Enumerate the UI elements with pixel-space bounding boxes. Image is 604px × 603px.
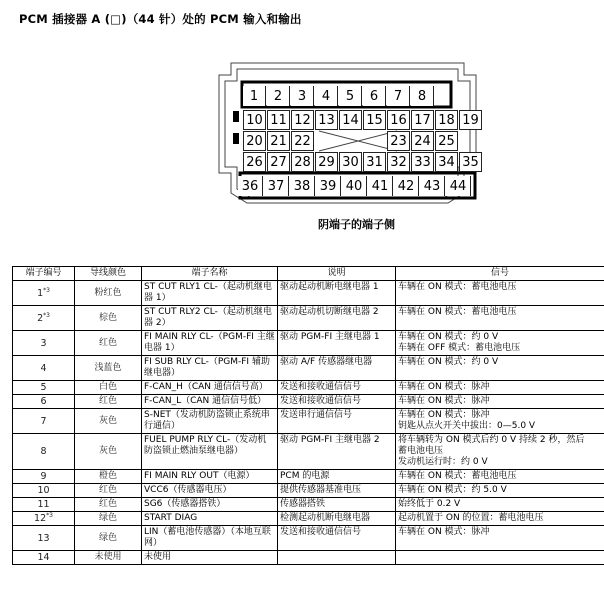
pin-12: 12 — [291, 110, 314, 130]
cell-terminal-no — [13, 526, 75, 551]
cell-wire-color: 粉红色 — [75, 281, 142, 306]
cell-wire-color: 灰色 — [75, 434, 142, 470]
pin-25: 25 — [435, 131, 458, 151]
cell-description: 发送和接收通信信号 — [278, 526, 396, 551]
pin-30: 30 — [339, 152, 362, 172]
signal-line: 车辆在 ON 模式：蓄电池电压 — [398, 471, 517, 481]
cell-description: PCM 的电源 — [278, 470, 396, 484]
header-terminal-no: 端子编号 — [13, 267, 75, 281]
terminal-no: 4 — [40, 362, 47, 374]
signal-line: 发动机运行时：约 0 V — [398, 457, 488, 467]
cell-signal — [396, 381, 604, 395]
terminal-no: 9 — [40, 471, 47, 482]
cell-terminal-name: S-NET（发动机防盗锁止系统串行通信） — [142, 409, 278, 434]
pin-5: 5 — [339, 86, 362, 106]
cell-signal — [396, 526, 604, 551]
cell-description: 驱动起动机断电继电器 1 — [278, 281, 396, 306]
cell-terminal-no — [13, 470, 75, 484]
terminal-no: 14 — [37, 552, 50, 563]
io-table — [12, 266, 604, 565]
pin-29: 29 — [315, 152, 338, 172]
cell-signal — [396, 395, 604, 409]
signal-line: 车辆在 ON 模式：脉冲 — [398, 527, 490, 537]
cell-description: 提供传感器基准电压 — [278, 484, 396, 498]
pin-15: 15 — [363, 110, 386, 130]
terminal-no: 6 — [40, 396, 47, 407]
pin-36: 36 — [238, 176, 263, 196]
table-row — [13, 526, 604, 551]
cell-signal — [396, 356, 604, 381]
cell-wire-color: 白色 — [75, 381, 142, 395]
table-row — [13, 434, 604, 470]
cell-description — [278, 551, 396, 565]
table-row — [13, 409, 604, 434]
pin-26: 26 — [243, 152, 266, 172]
pin-28: 28 — [291, 152, 314, 172]
pin-20: 20 — [243, 131, 266, 151]
table-row — [13, 306, 604, 331]
pin-3: 3 — [291, 86, 314, 106]
pin-34: 34 — [435, 152, 458, 172]
pin-44: 44 — [446, 176, 471, 196]
cell-description: 传感器搭铁 — [278, 498, 396, 512]
terminal-no: 12 — [34, 513, 47, 524]
pin-18: 18 — [435, 110, 458, 130]
pin-1: 1 — [243, 86, 266, 106]
terminal-no: 8 — [40, 446, 47, 457]
pin-10: 10 — [243, 110, 266, 130]
table-body — [13, 281, 604, 565]
cell-terminal-name: VCC6（传感器电压） — [142, 484, 278, 498]
table-row — [13, 395, 604, 409]
cell-terminal-name: LIN（蓄电池传感器）（本地互联网） — [142, 526, 278, 551]
cell-terminal-name: SG6（传感器搭铁） — [142, 498, 278, 512]
signal-line: 车辆在 ON 模式：约 0 V — [398, 357, 499, 367]
cell-terminal-name: FI MAIN RLY CL-（PGM-FI 主继电器 1） — [142, 331, 278, 356]
cell-terminal-no — [13, 356, 75, 381]
header-wire-color: 导线颜色 — [75, 267, 142, 281]
pin-41: 41 — [368, 176, 393, 196]
cell-wire-color: 灰色 — [75, 409, 142, 434]
pin-4: 4 — [315, 86, 338, 106]
pin-14: 14 — [339, 110, 362, 130]
pin-6: 6 — [363, 86, 386, 106]
cell-wire-color: 红色 — [75, 484, 142, 498]
table-row — [13, 484, 604, 498]
pin-32: 32 — [387, 152, 410, 172]
signal-line: 车辆在 ON 模式：脉冲 — [398, 410, 490, 420]
pin-8: 8 — [411, 86, 434, 106]
cell-wire-color: 红色 — [75, 331, 142, 356]
pin-7: 7 — [387, 86, 410, 106]
cell-terminal-no — [13, 409, 75, 434]
cell-wire-color: 绿色 — [75, 512, 142, 526]
header-description: 说明 — [278, 267, 396, 281]
signal-line: 车辆在 ON 模式：脉冲 — [398, 396, 490, 406]
page-title: PCM 插接器 A (□)（44 针）处的 PCM 输入和输出 — [19, 12, 302, 26]
pin-21: 21 — [267, 131, 290, 151]
table-row — [13, 356, 604, 381]
terminal-no: 2 — [37, 312, 44, 324]
connector-caption: 阴端子的端子侧 — [318, 218, 395, 231]
table-header-row — [13, 267, 604, 281]
terminal-note: *3 — [43, 286, 50, 294]
cell-signal — [396, 470, 604, 484]
table-row — [13, 512, 604, 526]
terminal-no: 11 — [37, 499, 50, 510]
cell-signal — [396, 306, 604, 331]
cell-terminal-no — [13, 381, 75, 395]
table-row — [13, 331, 604, 356]
terminal-no: 10 — [37, 485, 50, 496]
cell-description: 发送和接收通信信号 — [278, 395, 396, 409]
cell-description: 驱动 A/F 传感器继电器 — [278, 356, 396, 381]
terminal-no: 3 — [40, 337, 47, 349]
pin-38: 38 — [290, 176, 315, 196]
pin-33: 33 — [411, 152, 434, 172]
signal-line: 钥匙从点火开关中拔出：0—5.0 V — [398, 421, 536, 431]
signal-line: 车辆在 ON 模式：蓄电池电压 — [398, 282, 517, 292]
cell-signal — [396, 281, 604, 306]
cell-terminal-name: FI SUB RLY CL-（PGM-FI 辅助继电器） — [142, 356, 278, 381]
pin-39: 39 — [316, 176, 341, 196]
terminal-no: 7 — [40, 415, 47, 427]
cell-wire-color: 浅蓝色 — [75, 356, 142, 381]
cell-wire-color: 红色 — [75, 498, 142, 512]
cell-description: 发送串行通信信号 — [278, 409, 396, 434]
cell-terminal-no — [13, 484, 75, 498]
table-row — [13, 551, 604, 565]
cell-description: 驱动 PGM-FI 主继电器 2 — [278, 434, 396, 470]
signal-line: 车辆在 OFF 模式：蓄电池电压 — [398, 343, 521, 353]
pin-37: 37 — [264, 176, 289, 196]
cell-terminal-name: FI MAIN RLY OUT（电源） — [142, 470, 278, 484]
terminal-no: 1 — [37, 287, 44, 299]
table-row — [13, 470, 604, 484]
pin-16: 16 — [387, 110, 410, 130]
cell-terminal-no — [13, 512, 75, 526]
cell-terminal-name: F-CAN_H（CAN 通信信号高） — [142, 381, 278, 395]
cell-terminal-name: 未使用 — [142, 551, 278, 565]
header-terminal-name: 端子名称 — [142, 267, 278, 281]
pin-2: 2 — [267, 86, 290, 106]
cell-wire-color: 红色 — [75, 395, 142, 409]
cell-signal — [396, 551, 604, 565]
pin-42: 42 — [394, 176, 419, 196]
cell-terminal-no — [13, 281, 75, 306]
cell-description: 发送和接收通信信号 — [278, 381, 396, 395]
cell-terminal-name: ST CUT RLY2 CL-（起动机继电器 2） — [142, 306, 278, 331]
cell-terminal-no — [13, 551, 75, 565]
terminal-no: 5 — [40, 382, 47, 393]
cell-signal — [396, 434, 604, 470]
cell-terminal-name: START DIAG — [142, 512, 278, 526]
cell-signal — [396, 484, 604, 498]
signal-line: 蓄电池电压 — [398, 446, 444, 456]
terminal-no: 13 — [37, 532, 50, 544]
terminal-note: *3 — [46, 512, 53, 519]
pin-31: 31 — [363, 152, 386, 172]
pin-19: 19 — [459, 110, 482, 130]
pin-23: 23 — [387, 131, 410, 151]
cell-terminal-name: ST CUT RLY1 CL-（起动机继电器 1） — [142, 281, 278, 306]
cell-description: 检测起动机断电继电器 — [278, 512, 396, 526]
cell-wire-color: 绿色 — [75, 526, 142, 551]
cell-terminal-name: F-CAN_L（CAN 通信信号低） — [142, 395, 278, 409]
signal-line: 车辆在 ON 模式：蓄电池电压 — [398, 307, 517, 317]
pin-40: 40 — [342, 176, 367, 196]
header-signal: 信号 — [396, 267, 604, 281]
cell-wire-color: 橙色 — [75, 470, 142, 484]
cell-terminal-no — [13, 498, 75, 512]
pin-24: 24 — [411, 131, 434, 151]
pin-35: 35 — [459, 152, 482, 172]
signal-line: 车辆在 ON 模式：约 0 V — [398, 332, 499, 342]
cell-terminal-no — [13, 331, 75, 356]
cell-wire-color: 棕色 — [75, 306, 142, 331]
cell-terminal-name: FUEL PUMP RLY CL-（发动机防盗锁止燃油泵继电器） — [142, 434, 278, 470]
connector-diagram — [217, 55, 478, 204]
cell-terminal-no — [13, 306, 75, 331]
cell-description: 驱动 PGM-FI 主继电器 1 — [278, 331, 396, 356]
pin-13: 13 — [315, 110, 338, 130]
cell-signal — [396, 331, 604, 356]
cell-terminal-no — [13, 395, 75, 409]
pin-27: 27 — [267, 152, 290, 172]
cell-signal — [396, 409, 604, 434]
table-row — [13, 381, 604, 395]
cell-signal — [396, 512, 604, 526]
pin-17: 17 — [411, 110, 434, 130]
terminal-note: *3 — [43, 311, 50, 319]
signal-line: 起动机置于 ON 的位置：蓄电池电压 — [398, 513, 544, 523]
pin-22: 22 — [291, 131, 314, 151]
cell-signal — [396, 498, 604, 512]
signal-line: 车辆在 ON 模式：脉冲 — [398, 382, 490, 392]
pin-11: 11 — [267, 110, 290, 130]
signal-line: 始终低于 0.2 V — [398, 499, 461, 509]
table-row — [13, 498, 604, 512]
table-row — [13, 281, 604, 306]
cell-wire-color: 未使用 — [75, 551, 142, 565]
cell-description: 驱动起动机切断继电器 2 — [278, 306, 396, 331]
signal-line: 车辆在 ON 模式：约 5.0 V — [398, 485, 507, 495]
signal-line: 将车辆转为 ON 模式后约 0 V 持续 2 秒，然后 — [398, 435, 585, 445]
cell-terminal-no — [13, 434, 75, 470]
pin-43: 43 — [420, 176, 445, 196]
